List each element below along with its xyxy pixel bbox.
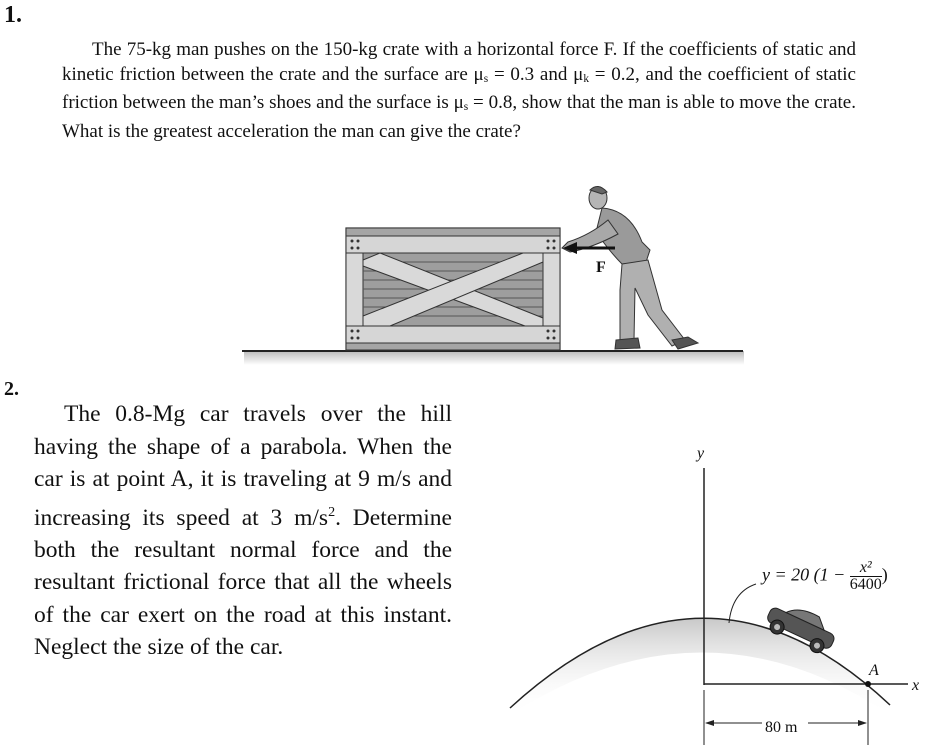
force-label: F [596, 259, 606, 276]
problem-number-1: 1. [4, 2, 22, 28]
dimension-label: 80 m [765, 719, 798, 736]
crate [346, 228, 560, 350]
crate-figure [230, 180, 750, 370]
point-a [865, 681, 871, 687]
parabola-equation: y = 20 (1 − $\frac{\text{x²}}{6400}$ ) [762, 559, 888, 593]
y-axis-label: y [697, 445, 705, 462]
man-figure [562, 186, 698, 349]
problem-1-text: The 75-kg man pushes on the 150-kg crate with a horizontal force F. If the coefficients of static and kinetic friction between the crate and the surface are $\mu_s = 0.3$ and $\mu_k = 0.2$, and the coefficient of static friction between the man’s shoes and the surface is $\mu_s = 0.8$, show that the man is able to move the crate. What is the greatest acceleration the man can give the crate? [62, 39, 856, 142]
hill-figure [500, 440, 928, 751]
problem-number-2: 2. [4, 378, 19, 400]
problem-2-text: The 0.8-Mg car travels over the hill having the shape of a parabola. When the car is at point A, it is traveling at 9 m/s and increasing its speed at 3 $m/s^2$. Determine both the resultant normal force and the resultant frictional force that all the wheels of the car exert on the road at this instant. Neglect the size of the car. [34, 401, 452, 661]
point-a-label: A [869, 662, 879, 679]
x-axis-label: x [912, 677, 920, 694]
